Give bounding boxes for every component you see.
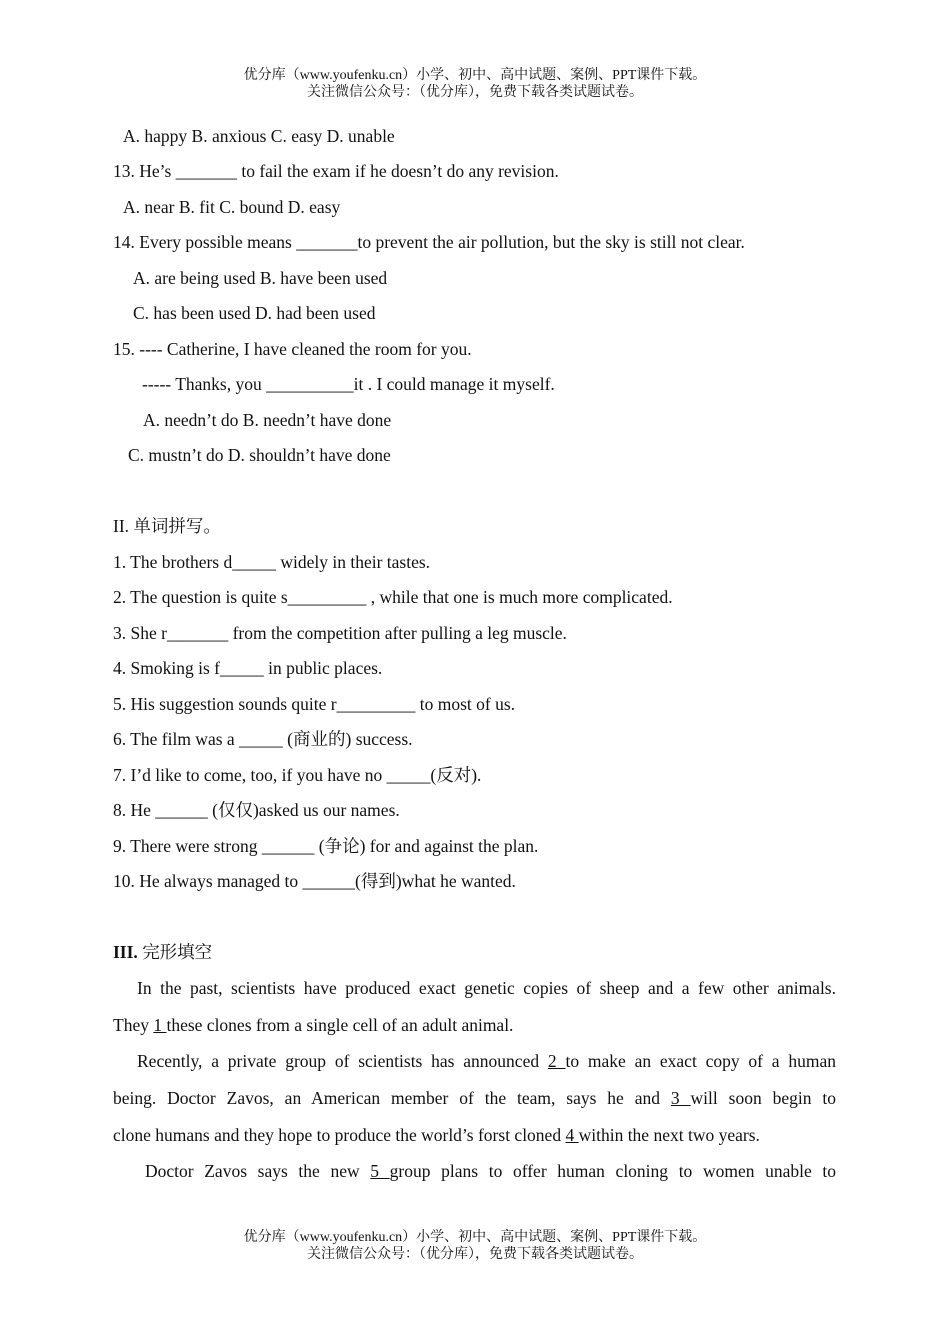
spelling-item: 10. He always managed to ______(得到)what he wanted. [113,871,516,891]
spelling-item: 6. The film was a _____ (商业的) success. [113,729,413,749]
header-line-1: 优分库（www.youfenku.cn）小学、初中、高中试题、案例、PPT课件下载。 [243,68,707,83]
cloze-paragraph-2-line-1 [137,1050,836,1072]
cloze-blank-2: 2 [547,1051,566,1071]
cloze-paragraph-1-line-2 [113,1014,513,1036]
cloze-text: clone humans and they hope to produce the world’s forst cloned [113,1125,566,1145]
footer-line-2: 关注微信公众号：（优分库），免费下载各类试题试卷。 [307,1247,643,1262]
cloze-text: group plans to offer human cloning to women unable to [389,1161,837,1181]
spelling-item: 8. He ______ (仅仅)asked us our names. [113,800,400,820]
cloze-blank-4: 4 [565,1125,579,1145]
cloze-text: will soon begin to [690,1088,837,1108]
question-14-options-cd: C. has been used D. had been used [133,303,376,323]
cloze-text: to make an exact copy of a human [565,1051,837,1071]
cloze-blank-3: 3 [670,1088,691,1108]
cloze-blank-1: 1 [153,1015,167,1035]
section-2-title: II. 单词拼写。 [113,516,221,536]
spelling-item: 9. There were strong ______ (争论) for and against the plan. [113,836,539,856]
question-15-options-cd: C. mustn’t do D. shouldn’t have done [128,445,391,465]
cloze-text: Doctor Zavos says the new [145,1161,371,1181]
page-header [0,67,950,101]
question-15-reply: ----- Thanks, you __________it . I could manage it myself. [142,374,555,394]
question-13: 13. He’s _______ to fail the exam if he doesn’t do any revision. [113,161,559,181]
spelling-item: 5. His suggestion sounds quite r_________ to most of us. [113,694,516,714]
cloze-paragraph-3-line-1 [145,1160,836,1182]
cloze-text: being. Doctor Zavos, an American member of the team, says he and [113,1088,671,1108]
cloze-blank-5: 5 [370,1161,390,1181]
section-3-title [113,941,212,963]
question-15: 15. ---- Catherine, I have cleaned the room for you. [113,339,472,359]
question-12-options: A. happy B. anxious C. easy D. unable [123,126,395,146]
header-line-2: 关注微信公众号：（优分库），免费下载各类试题试卷。 [307,85,643,100]
spelling-item: 4. Smoking is f_____ in public places. [113,658,383,678]
cloze-text: these clones from a single cell of an adult animal. [166,1015,514,1035]
spelling-item: 2. The question is quite s_________ , while that one is much more complicated. [113,587,673,607]
section-3-label: 完形填空 [137,942,213,962]
cloze-paragraph-1-line-1: In the past, scientists have produced exact genetic copies of sheep and a few other animals. [137,978,836,998]
spelling-item: 7. I’d like to come, too, if you have no _____(反对). [113,765,482,785]
cloze-paragraph-2-line-2 [113,1087,836,1109]
cloze-paragraph-2-line-3 [113,1124,760,1146]
spelling-item: 1. The brothers d_____ widely in their tastes. [113,552,431,572]
cloze-text: They [113,1015,154,1035]
question-14: 14. Every possible means _______to prevent the air pollution, but the sky is still not clear. [113,232,745,252]
cloze-text: within the next two years. [578,1125,760,1145]
footer-line-1: 优分库（www.youfenku.cn）小学、初中、高中试题、案例、PPT课件下载。 [243,1230,707,1245]
question-13-options: A. near B. fit C. bound D. easy [123,197,341,217]
question-14-options-ab: A. are being used B. have been used [133,268,388,288]
question-15-options-ab: A. needn’t do B. needn’t have done [143,410,392,430]
section-3-number: III. [113,942,138,962]
cloze-text: Recently, a private group of scientists has announced [137,1051,548,1071]
page-footer [0,1229,950,1263]
spelling-item: 3. She r_______ from the competition after pulling a leg muscle. [113,623,567,643]
